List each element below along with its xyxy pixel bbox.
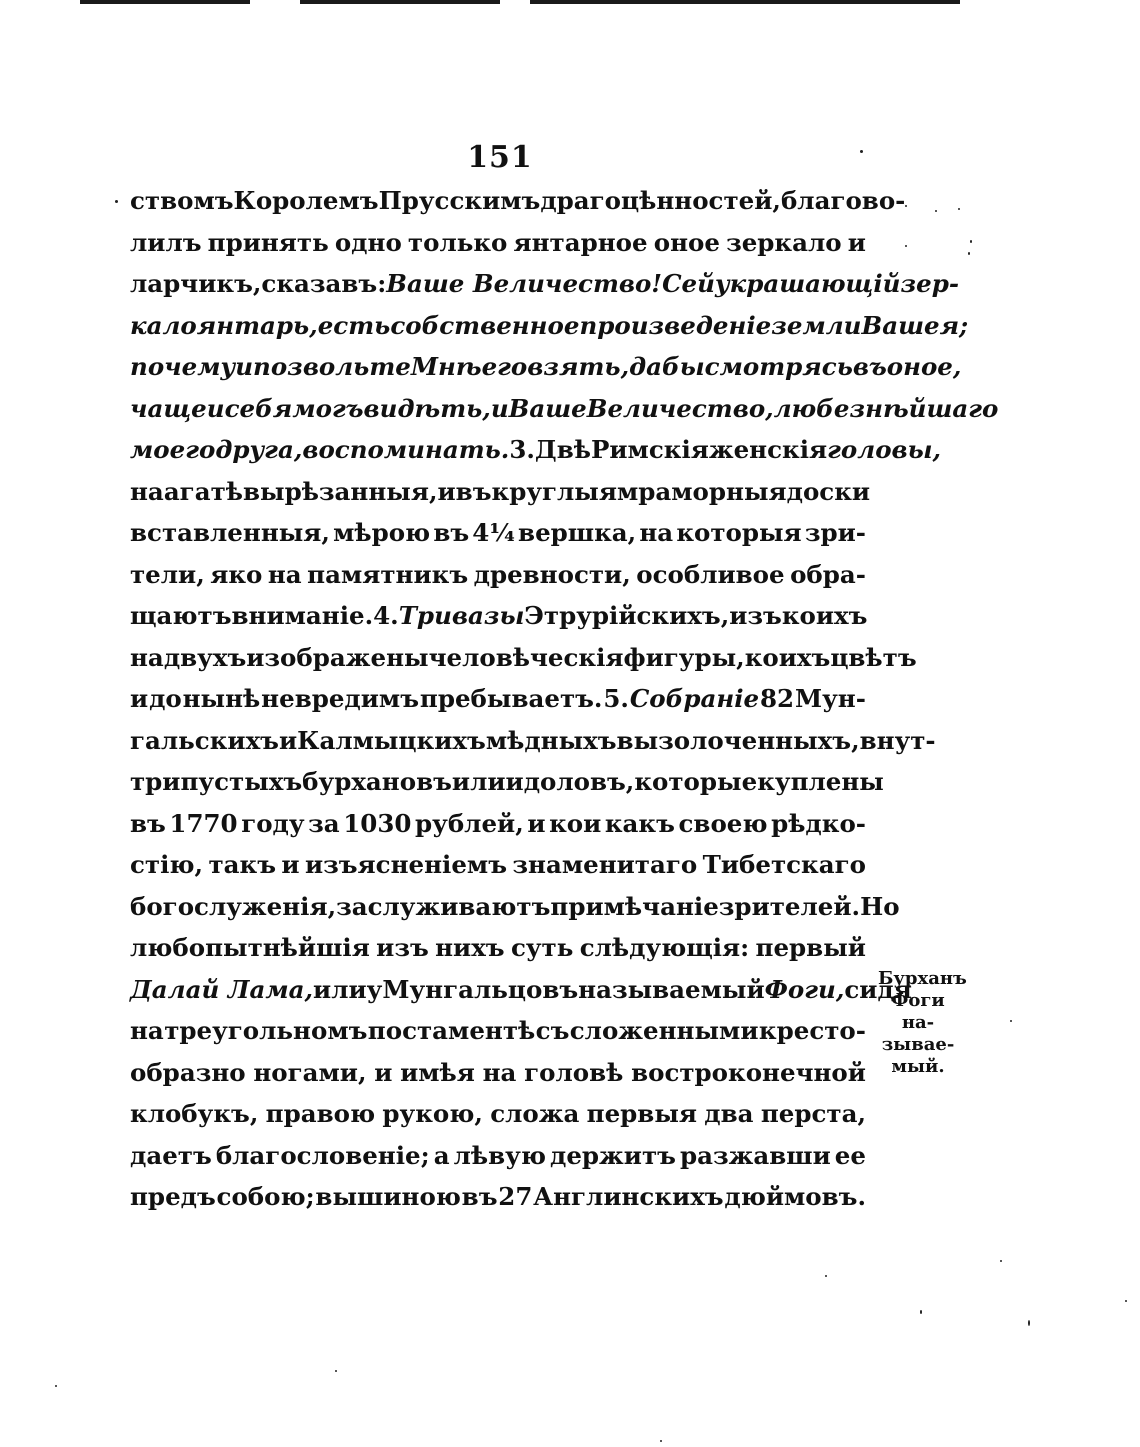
- text-line: на двухъ изображены человѣческія фигуры, коихъ цвѣтъ: [130, 642, 917, 672]
- text-line: щаютъ вниманіе. 4. Три вазы Этрурійскихъ, изъ коихъ: [130, 601, 868, 630]
- scan-speck: [1125, 1300, 1127, 1302]
- scan-speck: [115, 200, 118, 203]
- scan-speck: [968, 252, 970, 255]
- scan-speck: [1000, 1260, 1002, 1262]
- scan-speck: [958, 208, 960, 210]
- scan-speck: [905, 205, 907, 207]
- text-line: гальскихъ и Калмыцкихъ мѣдныхъ вызолоченныхъ, внут-: [130, 725, 936, 755]
- text-line: любопытнѣйшія изъ нихъ суть слѣдующія: первый: [130, 933, 866, 962]
- text-line: въ 1770 году за 1030 рублей, и кои какъ своею рѣдко-: [130, 808, 866, 838]
- margin-note-line: зывае-: [881, 1034, 955, 1055]
- text-line: моего друга, воспоминать. 3. Двѣ Римскія женскія головы,: [130, 435, 942, 464]
- text-line: на агатѣ вырѣзанныя, и въ круглыя мраморныя доски: [130, 476, 871, 506]
- scan-speck: [920, 1310, 922, 1314]
- top-scan-edge: [80, 0, 250, 4]
- scan-speck: [335, 1370, 337, 1372]
- text-line: ларчикъ, сказавъ: Ваше Величество! Сей украшающій зер-: [130, 269, 959, 298]
- page-number: 151: [467, 140, 533, 175]
- text-line: даетъ благословеніе; а лѣвую держитъ разжавши ее: [130, 1140, 866, 1170]
- text-line: клобукъ, правою рукою, сложа первыя два перста,: [130, 1099, 866, 1128]
- scan-speck: [55, 1385, 57, 1387]
- margin-note: [878, 968, 967, 1078]
- top-scan-edge: [530, 0, 960, 4]
- scan-speck: [860, 150, 863, 153]
- text-line: ствомъ Королемъ Прусскимъ драгоцѣнностей, благово-: [130, 186, 906, 215]
- text-line: Далай Лама, или у Мунгальцовъ называемый Фоги, сидя: [130, 974, 912, 1004]
- margin-note-line: Бурханъ: [878, 968, 967, 989]
- scan-speck: [825, 1275, 827, 1277]
- text-line: лилъ принять одно только янтарное оное зеркало и: [130, 227, 866, 257]
- text-line: кало янтарь, есть собственное произведеніе земли Вашея;: [130, 310, 969, 340]
- text-line: и до нынѣ невредимъ пребываетъ. 5. Собраніе 82 Мун-: [130, 684, 866, 713]
- text-line: богослуженія, заслуживаютъ примѣчаніе зрителей. Но: [130, 891, 900, 921]
- text-line: предъ собою; вышиною въ 27 Англинскихъ дюймовъ.: [130, 1182, 866, 1211]
- text-line: почему и позвольте Мнѣ его взять, дабы смотрясь въ оное,: [130, 352, 962, 381]
- scan-speck: [905, 245, 907, 247]
- text-line: вставленныя, мѣрою въ 4¼ вершка, на которыя зри-: [130, 518, 866, 547]
- text-line: образно ногами, и имѣя на головѣ востроконечной: [130, 1057, 866, 1087]
- scan-speck: [970, 240, 972, 243]
- scan-speck: [1010, 1020, 1012, 1022]
- text-line: стію, такъ и изъясненіемъ знаменитаго Тибетскаго: [130, 850, 866, 879]
- text-line: чаще и себя могъ видѣть, и Ваше Величество, любезнѣйшаго: [130, 393, 999, 423]
- text-line: тели, яко на памятникъ древности, особливое обра-: [130, 559, 866, 589]
- text-line: три пустыхъ бурхановъ или идоловъ, которые куплены: [130, 767, 884, 796]
- scan-speck: [1028, 1320, 1030, 1326]
- scan-speck: [660, 1440, 662, 1442]
- margin-note-line: Фоги на-: [891, 990, 945, 1033]
- top-scan-edge: [300, 0, 500, 4]
- margin-note-line: мый.: [891, 1056, 945, 1077]
- text-line: на треугольномъ постаментѣ съ сложенными кресто-: [130, 1016, 866, 1045]
- scan-speck: [935, 210, 937, 212]
